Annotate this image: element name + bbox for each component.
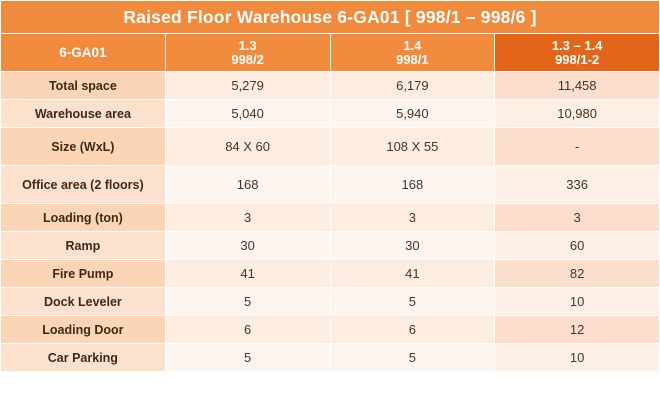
row-label: Dock Leveler [1,288,166,316]
table-row [1,232,660,260]
row-value: 108 X 55 [330,128,495,166]
row-value: 168 [165,166,330,204]
row-label: Warehouse area [1,100,166,128]
table-row [1,72,660,100]
table-row [1,128,660,166]
row-value: 5,279 [165,72,330,100]
header-column-1 [165,34,330,72]
row-value: 5 [330,344,495,372]
row-value: 30 [330,232,495,260]
header-column-2-line2: 998/1 [396,51,429,67]
header-row [1,34,660,72]
row-value: 5 [165,288,330,316]
row-value: 3 [165,204,330,232]
header-column-3 [495,34,660,72]
row-value: 82 [495,260,660,288]
header-column-1-line1: 1.3 [238,37,257,53]
title-row [1,1,660,34]
row-label: Total space [1,72,166,100]
row-value: 336 [495,166,660,204]
row-value: 5,040 [165,100,330,128]
row-value: 11,458 [495,72,660,100]
row-value: 5 [330,288,495,316]
header-column-1-line2: 998/2 [231,51,264,67]
row-value: 10 [495,344,660,372]
row-label: Ramp [1,232,166,260]
row-value: 6 [330,316,495,344]
row-value: 84 X 60 [165,128,330,166]
table-row [1,288,660,316]
row-value: 60 [495,232,660,260]
header-column-2 [330,34,495,72]
table-row [1,344,660,372]
row-value: 5 [165,344,330,372]
row-value: 3 [330,204,495,232]
row-value: 6 [165,316,330,344]
table-row [1,204,660,232]
table-body [1,1,660,372]
row-value: 10,980 [495,100,660,128]
row-label: Fire Pump [1,260,166,288]
row-value: 3 [495,204,660,232]
row-value: 6,179 [330,72,495,100]
row-value: 10 [495,288,660,316]
header-label-cell: 6-GA01 [1,34,166,72]
row-value: - [495,128,660,166]
table-row [1,316,660,344]
page-title: Raised Floor Warehouse 6-GA01 [ 998/1 – 998/6 ] [1,1,660,34]
row-label: Loading Door [1,316,166,344]
header-column-3-line2: 998/1-2 [555,51,600,67]
table-row [1,260,660,288]
row-label: Car Parking [1,344,166,372]
row-label: Size (WxL) [1,128,166,166]
table-row [1,100,660,128]
row-value: 41 [165,260,330,288]
header-column-2-line1: 1.4 [403,37,422,53]
row-value: 5,940 [330,100,495,128]
row-value: 168 [330,166,495,204]
bottom-whitespace [0,372,660,400]
row-value: 12 [495,316,660,344]
table-row [1,166,660,204]
row-label: Office area (2 floors) [1,166,166,204]
row-value: 30 [165,232,330,260]
row-value: 41 [330,260,495,288]
row-label: Loading (ton) [1,204,166,232]
header-column-3-line1: 1.3 – 1.4 [551,37,603,53]
